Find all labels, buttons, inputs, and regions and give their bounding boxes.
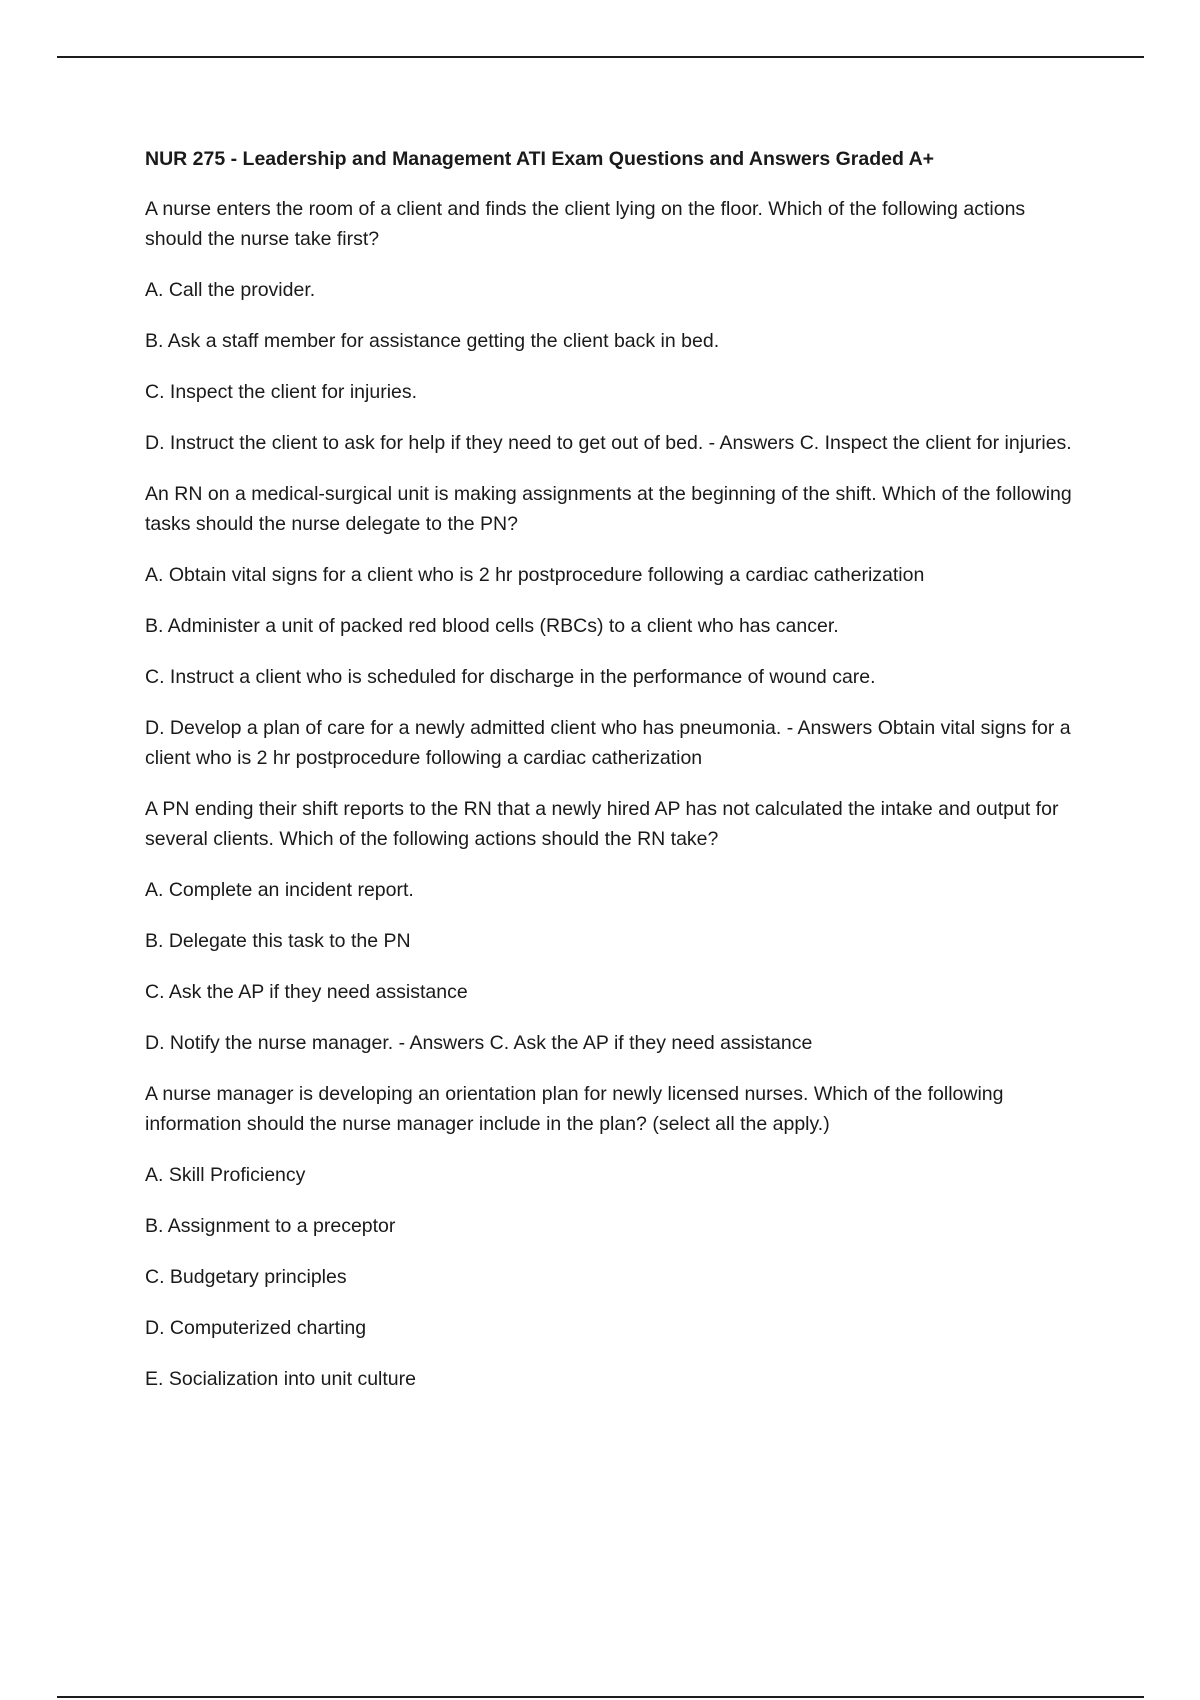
question-4-stem: A nurse manager is developing an orientation plan for newly licensed nurses. Which of the following information should the nurse manager include in the plan? (select all the apply.) [145,1083,1004,1135]
question-2-option-c: C. Instruct a client who is scheduled for discharge in the performance of wound care. [145,666,876,688]
document-title: NUR 275 - Leadership and Management ATI Exam Questions and Answers Graded A+ [145,148,935,170]
question-3-option-a: A. Complete an incident report. [145,879,414,901]
question-2-stem: An RN on a medical-surgical unit is making assignments at the beginning of the shift. Which of the following tasks should the nurse delegate to the PN? [145,483,1072,535]
question-4-option-b: B. Assignment to a preceptor [145,1215,396,1237]
question-3-option-b: B. Delegate this task to the PN [145,930,411,952]
footer-rule [57,1696,1144,1698]
question-1-option-a: A. Call the provider. [145,279,316,301]
question-1-option-d-answer: D. Instruct the client to ask for help if they need to get out of bed. - Answers C. Inspect the client for injuries. [145,432,1072,454]
question-4-option-d: D. Computerized charting [145,1317,367,1339]
question-2-option-b: B. Administer a unit of packed red blood cells (RBCs) to a client who has cancer. [145,615,839,637]
question-3-stem: A PN ending their shift reports to the RN that a newly hired AP has not calculated the intake and output for several clients. Which of the following actions should the RN take? [145,798,1059,850]
question-3-option-c: C. Ask the AP if they need assistance [145,981,468,1003]
document-body [145,144,1085,1415]
question-2-option-a: A. Obtain vital signs for a client who is 2 hr postprocedure following a cardiac catherization [145,564,925,586]
question-1-option-b: B. Ask a staff member for assistance getting the client back in bed. [145,330,720,352]
question-4-option-e: E. Socialization into unit culture [145,1368,416,1390]
question-3-option-d-answer: D. Notify the nurse manager. - Answers C. Ask the AP if they need assistance [145,1032,813,1054]
question-2-option-d-answer: D. Develop a plan of care for a newly admitted client who has pneumonia. - Answers Obtain vital signs for a client who is 2 hr postprocedure following a cardiac catherization [145,717,1071,769]
question-4-option-c: C. Budgetary principles [145,1266,347,1288]
question-1-option-c: C. Inspect the client for injuries. [145,381,418,403]
question-4-option-a: A. Skill Proficiency [145,1164,306,1186]
header-rule [57,56,1144,58]
question-1-stem: A nurse enters the room of a client and finds the client lying on the floor. Which of the following actions should the nurse take first? [145,198,1026,250]
